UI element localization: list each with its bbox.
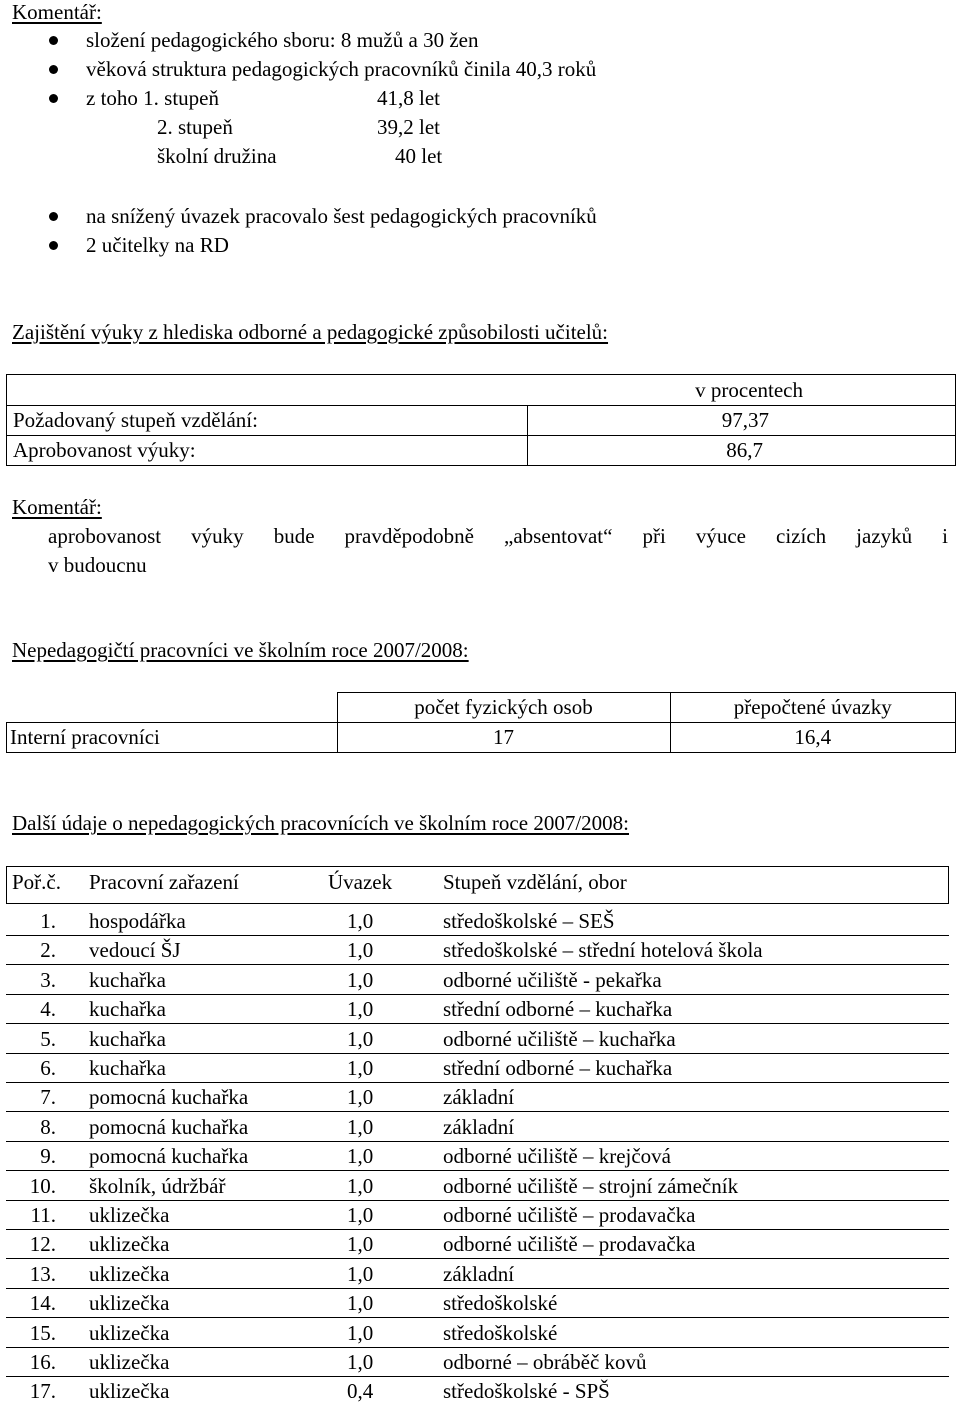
age-label: 2. stupeň — [157, 115, 233, 139]
education: základní — [443, 1085, 515, 1109]
row-number: 7. — [40, 1085, 56, 1109]
comment-text: v budoucnu — [48, 553, 147, 577]
row-number: 10. — [29, 1174, 56, 1198]
workload: 1,0 — [347, 1232, 374, 1256]
bullet-item: složení pedagogického sboru: 8 mužů a 30 žen — [86, 28, 479, 52]
table-row — [0, 1113, 960, 1142]
education: základní — [443, 1115, 515, 1139]
education: střední odborné – kuchařka — [443, 1056, 673, 1080]
row-value: 86,7 — [527, 436, 956, 466]
age-value: 40 let — [395, 144, 443, 168]
job-title: uklizečka — [89, 1232, 170, 1256]
job-title: uklizečka — [89, 1291, 170, 1315]
table-row — [0, 1230, 960, 1259]
job-title: kuchařka — [89, 1027, 166, 1051]
workload: 0,4 — [347, 1379, 374, 1403]
job-title: kuchařka — [89, 1056, 166, 1080]
education: odborné učiliště – kuchařka — [443, 1027, 676, 1051]
column-header: Pracovní zařazení — [89, 870, 239, 894]
workload: 1,0 — [347, 1056, 374, 1080]
row-divider — [6, 1170, 949, 1171]
education: odborné – obráběč kovů — [443, 1350, 647, 1374]
table-row — [0, 1289, 960, 1318]
education: středoškolské – střední hotelová škola — [443, 938, 763, 962]
age-value: 39,2 let — [377, 115, 440, 139]
bullet-icon — [49, 36, 58, 45]
table-row — [0, 1319, 960, 1348]
table-row — [0, 907, 960, 936]
workload: 1,0 — [347, 1262, 374, 1286]
column-header: Poř.č. — [12, 870, 61, 894]
job-title: vedoucí ŠJ — [89, 938, 181, 962]
bullet-item: na snížený úvazek pracovalo šest pedagogických pracovníků — [86, 204, 597, 228]
table-row — [0, 1348, 960, 1377]
workload: 1,0 — [347, 1203, 374, 1227]
qualification-table — [6, 374, 956, 466]
workload: 1,0 — [347, 1027, 374, 1051]
bullet-icon — [49, 241, 58, 250]
comment-heading: Komentář: — [12, 0, 102, 24]
workload: 1,0 — [347, 1174, 374, 1198]
job-title: kuchařka — [89, 997, 166, 1021]
row-number: 1. — [40, 909, 56, 933]
bullet-icon — [49, 212, 58, 221]
column-header: Úvazek — [328, 870, 393, 894]
table-row — [0, 995, 960, 1024]
count-value: 17 — [337, 723, 670, 753]
column-header: Stupeň vzdělání, obor — [443, 870, 627, 894]
row-number: 8. — [40, 1115, 56, 1139]
education: základní — [443, 1262, 515, 1286]
age-label: z toho 1. stupeň — [86, 86, 219, 110]
table-row — [0, 1260, 960, 1289]
bullet-item: věková struktura pedagogických pracovníků činila 40,3 roků — [86, 57, 597, 81]
row-number: 16. — [29, 1350, 56, 1374]
job-title: pomocná kuchařka — [89, 1085, 249, 1109]
row-divider — [6, 1317, 949, 1318]
education: středoškolské — [443, 1291, 558, 1315]
table-row — [0, 936, 960, 965]
education: středoškolské – SEŠ — [443, 909, 615, 933]
education: odborné učiliště – prodavačka — [443, 1232, 696, 1256]
empty-cell — [7, 375, 528, 406]
workload: 1,0 — [347, 938, 374, 962]
empty-cell — [7, 693, 338, 723]
row-divider — [6, 1023, 949, 1024]
education: středoškolské — [443, 1321, 558, 1345]
job-title: uklizečka — [89, 1379, 170, 1403]
education: odborné učiliště - pekařka — [443, 968, 662, 992]
bullet-icon — [49, 65, 58, 74]
row-divider — [6, 1258, 949, 1259]
job-title: pomocná kuchařka — [89, 1144, 249, 1168]
education: střední odborné – kuchařka — [443, 997, 673, 1021]
row-number: 11. — [30, 1203, 56, 1227]
row-label: Aprobovanost výuky: — [7, 436, 528, 466]
table-row — [0, 1201, 960, 1230]
row-number: 9. — [40, 1144, 56, 1168]
table-row — [0, 1172, 960, 1201]
job-title: uklizečka — [89, 1321, 170, 1345]
age-value: 41,8 let — [377, 86, 440, 110]
row-number: 5. — [40, 1027, 56, 1051]
row-number: 14. — [29, 1291, 56, 1315]
education: odborné učiliště – krejčová — [443, 1144, 672, 1168]
education: odborné učiliště – strojní zámečník — [443, 1174, 739, 1198]
workload: 1,0 — [347, 1115, 374, 1139]
education: odborné učiliště – prodavačka — [443, 1203, 696, 1227]
workload: 1,0 — [347, 1321, 374, 1345]
job-title: uklizečka — [89, 1350, 170, 1374]
workload: 1,0 — [347, 997, 374, 1021]
row-number: 4. — [40, 997, 56, 1021]
column-header: přepočtené úvazky — [670, 693, 956, 723]
workload: 1,0 — [347, 1085, 374, 1109]
row-number: 13. — [29, 1262, 56, 1286]
table-row — [0, 966, 960, 995]
education: středoškolské - SPŠ — [443, 1379, 610, 1403]
workload: 1,0 — [347, 1144, 374, 1168]
row-divider — [6, 964, 949, 965]
row-number: 17. — [29, 1379, 56, 1403]
row-number: 15. — [29, 1321, 56, 1345]
row-number: 12. — [29, 1232, 56, 1256]
job-title: uklizečka — [89, 1262, 170, 1286]
table-row — [0, 1142, 960, 1171]
bullet-item: 2 učitelky na RD — [86, 233, 229, 257]
row-number: 3. — [40, 968, 56, 992]
row-number: 6. — [40, 1056, 56, 1080]
bullet-icon — [49, 94, 58, 103]
row-number: 2. — [40, 938, 56, 962]
job-title: hospodářka — [89, 909, 186, 933]
row-value: 97,37 — [527, 406, 956, 436]
job-title: uklizečka — [89, 1203, 170, 1227]
row-label: Požadovaný stupeň vzdělání: — [7, 406, 528, 436]
section-heading: Nepedagogičtí pracovníci ve školním roce 2007/2008: — [12, 638, 469, 662]
table-row — [0, 1054, 960, 1083]
section-heading: Zajištění výuky z hlediska odborné a pedagogické způsobilosti učitelů: — [12, 320, 609, 344]
workload: 1,0 — [347, 909, 374, 933]
nonped-table — [6, 692, 956, 753]
workload: 1,0 — [347, 1291, 374, 1315]
job-title: školník, údržbář — [89, 1174, 226, 1198]
fte-value: 16,4 — [670, 723, 956, 753]
job-title: kuchařka — [89, 968, 166, 992]
row-divider — [6, 1111, 949, 1112]
comment-text: aprobovanost výuky bude pravděpodobně „absentovat“ při výuce cizích jazyků i — [48, 524, 948, 548]
section-heading: Další údaje o nepedagogických pracovnících ve školním roce 2007/2008: — [12, 811, 629, 835]
row-label: Interní pracovníci — [7, 723, 338, 753]
table-row — [0, 1083, 960, 1112]
comment-heading: Komentář: — [12, 495, 102, 519]
column-header: počet fyzických osob — [337, 693, 670, 723]
workload: 1,0 — [347, 1350, 374, 1374]
workload: 1,0 — [347, 968, 374, 992]
column-header: v procentech — [527, 375, 956, 406]
table-row — [0, 1377, 960, 1406]
job-title: pomocná kuchařka — [89, 1115, 249, 1139]
age-label: školní družina — [157, 144, 277, 168]
table-row — [0, 1025, 960, 1054]
